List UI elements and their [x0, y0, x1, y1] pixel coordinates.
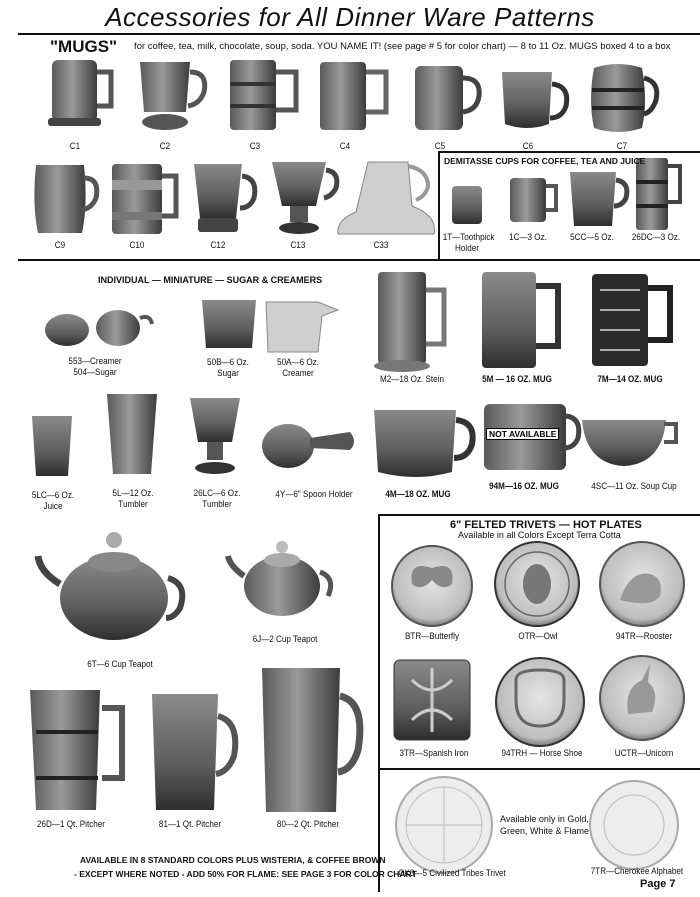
caption-50a-l1: 50A—6 Oz. [277, 357, 319, 367]
caption-26d: 26D—1 Qt. Pitcher [37, 819, 105, 829]
trivet-civilized-tribes [396, 777, 492, 873]
caption-c12: C12 [210, 240, 226, 250]
mug-5m [482, 272, 558, 368]
demitasse-heading: DEMITASSE CUPS FOR COFFEE, TEA AND JUICE [444, 156, 646, 166]
caption-c5: C5 [434, 141, 446, 151]
sugar-creamers-heading: INDIVIDUAL — MINIATURE — SUGAR & CREAMERS [98, 275, 323, 285]
rule-trivets-bottom [378, 768, 700, 770]
caption-50b-l2: Sugar [217, 368, 239, 378]
caption-94tr: 94TR—Rooster [615, 631, 673, 641]
mug-4m [374, 410, 473, 477]
mug-c2 [140, 62, 205, 130]
caption-4m: 4M—18 OZ. MUG [385, 489, 451, 499]
rule-demitasse-box-top [438, 151, 700, 153]
rule-mugs-bottom [18, 259, 700, 261]
caption-c2: C2 [159, 141, 171, 151]
caption-5l-l2: Tumbler [118, 499, 148, 509]
caption-80: 80—2 Qt. Pitcher [276, 819, 340, 829]
caption-otr: OTR—Owl [518, 631, 558, 641]
pitcher-26d [30, 690, 122, 810]
caption-c6: C6 [522, 141, 534, 151]
mug-c4 [320, 62, 386, 130]
caption-94m: 94M—16 OZ. MUG [489, 481, 559, 491]
mug-c12 [194, 164, 255, 232]
creamer-50a [266, 302, 338, 352]
caption-btr: BTR—Butterfly [404, 631, 459, 641]
boot-c33 [338, 162, 435, 234]
caption-50a-l2: Creamer [282, 368, 314, 378]
cup-1c [510, 178, 556, 222]
caption-c13: C13 [290, 240, 306, 250]
teapot-6t [38, 532, 182, 640]
sugar-50b [202, 300, 256, 348]
trivet-horse-shoe [496, 658, 584, 746]
caption-5lc-l2: Juice [43, 501, 63, 511]
caption-5lc [25, 490, 81, 512]
caption-1t-l2: Holder [455, 243, 479, 253]
teapot-6j [228, 541, 331, 616]
caption-c4: C4 [339, 141, 351, 151]
caption-1t-l1: 1T—Toothpick [442, 232, 495, 242]
rule-center-vertical [378, 514, 380, 892]
caption-c9: C9 [54, 240, 66, 250]
caption-1t [442, 232, 495, 254]
caption-c3: C3 [249, 141, 261, 151]
caption-1c: 1C—3 Oz. [509, 232, 547, 242]
trivets-heading: 6" FELTED TRIVETS — HOT PLATES [450, 519, 642, 531]
cup-1t [452, 186, 482, 224]
cup-5cc [570, 172, 627, 226]
caption-50b [201, 357, 255, 379]
caption-5m: 5M — 16 OZ. MUG [482, 374, 552, 384]
rule-demitasse-box-left [438, 151, 440, 259]
mug-c5 [415, 66, 479, 130]
caption-50a [269, 357, 327, 379]
caption-553-504 [59, 356, 131, 378]
mug-c10 [112, 164, 176, 234]
soup-cup-4sc [582, 420, 676, 466]
mug-c13 [272, 162, 337, 234]
footer-line-2: - EXCEPT WHERE NOTED - ADD 50% FOR FLAME: SEE PAGE 3 FOR COLOR CHART [74, 869, 417, 879]
mug-c1 [48, 60, 111, 126]
caption-c7: C7 [616, 141, 628, 151]
tumbler-26lc [190, 398, 240, 474]
caption-50b-l1: 50B—6 Oz. [207, 357, 249, 367]
caption-c10: C10 [129, 240, 145, 250]
special-note-l1: Available only in Gold, [500, 814, 589, 824]
trivet-spanish-iron [394, 660, 470, 740]
caption-94trh: 94TRH — Horse Shoe [501, 748, 583, 758]
caption-7m: 7M—14 OZ. MUG [597, 374, 663, 384]
trivet-cherokee-alphabet [590, 781, 678, 869]
mug-c7 [591, 64, 657, 132]
mugs-description: for coffee, tea, milk, chocolate, soup, soda. YOU NAME IT! (see page # 5 for color chart) — 8 to 11 Oz. MUGS boxed 4 to a box [134, 41, 671, 52]
caption-81: 81—1 Qt. Pitcher [158, 819, 222, 829]
mug-c3 [230, 60, 296, 130]
caption-c1: C1 [69, 141, 81, 151]
caption-ok3: OK3—5 Civilized Tribes Trivet [398, 868, 506, 878]
caption-5cc: 5CC—5 Oz. [570, 232, 614, 242]
caption-6t: 6T—6 Cup Teapot [87, 659, 153, 669]
mug-7m [592, 274, 670, 366]
caption-7tr: 7TR—Cherokee Alphabet [590, 866, 684, 876]
sugar-553-504 [45, 310, 152, 346]
caption-m2: M2—18 Oz. Stein [380, 374, 444, 384]
caption-c33: C33 [373, 240, 389, 250]
mug-c9 [34, 165, 96, 233]
pitcher-80 [262, 668, 360, 812]
caption-26lc-l2: Tumbler [202, 499, 232, 509]
not-available-stamp: NOT AVAILABLE [486, 428, 559, 440]
pitcher-81 [152, 694, 235, 810]
trivets-subheading: Available in all Colors Except Terra Cotta [458, 530, 621, 540]
caption-uctr: UCTR—Unicorn [614, 748, 674, 758]
spoon-holder-4y [262, 424, 354, 468]
page-number: Page 7 [640, 878, 676, 890]
caption-26dc: 26DC—3 Oz. [631, 232, 681, 242]
footer-line-1: AVAILABLE IN 8 STANDARD COLORS PLUS WISTERIA, & COFFEE BROWN [80, 855, 386, 865]
special-trivets-note [500, 813, 589, 837]
stein-m2 [374, 272, 444, 372]
caption-5lc-l1: 5LC—6 Oz. [31, 490, 75, 500]
trivet-unicorn [600, 656, 684, 740]
trivet-rooster [600, 542, 684, 626]
caption-26lc-l1: 26LC—6 Oz. [193, 488, 241, 498]
caption-5l [102, 488, 165, 510]
caption-4sc: 4SC—11 Oz. Soup Cup [591, 481, 677, 491]
caption-504: 504—Sugar [73, 367, 117, 377]
rule-trivets-top [378, 514, 700, 516]
trivet-butterfly [392, 546, 472, 626]
trivet-owl [495, 542, 579, 626]
caption-6j: 6J—2 Cup Teapot [252, 634, 318, 644]
caption-3tr: 3TR—Spanish Iron [399, 748, 469, 758]
caption-4y: 4Y—6" Spoon Holder [275, 489, 353, 499]
page-title: Accessories for All Dinner Ware Patterns [105, 2, 595, 32]
caption-26lc [187, 488, 246, 510]
caption-5l-l1: 5L—12 Oz. [112, 488, 154, 498]
cup-26dc [636, 158, 680, 230]
mugs-heading: "MUGS" [50, 37, 118, 56]
tumbler-5l [107, 394, 157, 474]
caption-553: 553—Creamer [68, 356, 122, 366]
special-note-l2: Green, White & Flame [500, 826, 590, 836]
juice-5lc [32, 416, 72, 476]
mug-c6 [502, 72, 567, 128]
